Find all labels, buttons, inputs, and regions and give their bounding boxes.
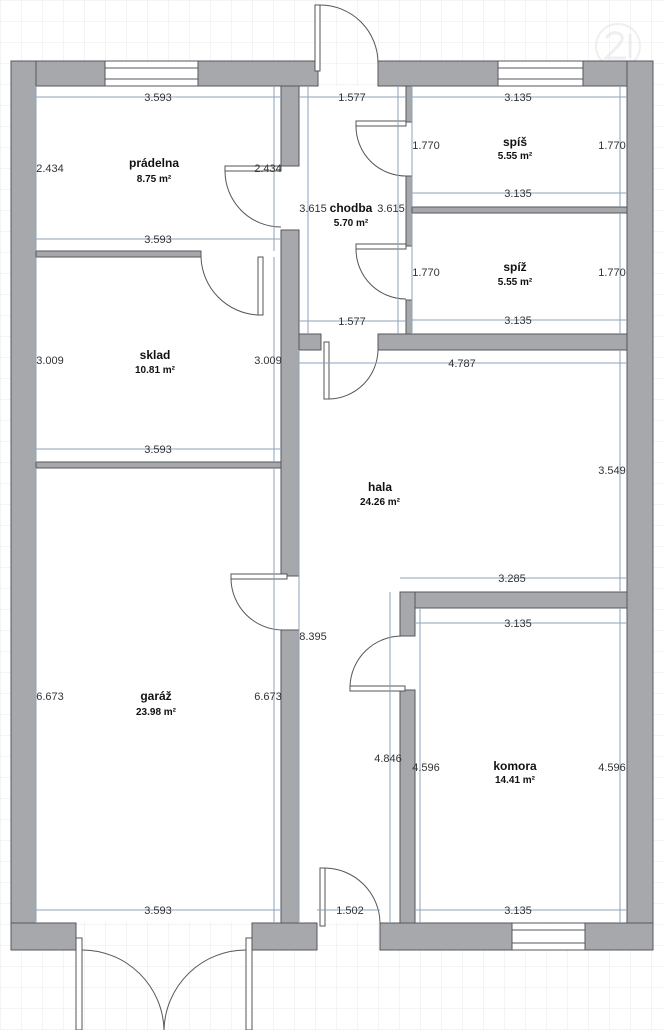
room-name-spiz: spíž [503, 260, 527, 274]
room-name-pradelna: prádelna [128, 156, 180, 170]
dim-komora-left: 4.596 [412, 762, 440, 774]
dim-chodba-left: 3.615 [299, 203, 327, 215]
dim-sklad-bottom: 3.593 [144, 444, 172, 456]
dim-spis-top: 3.135 [504, 92, 532, 104]
dim-spis-right: 1.770 [598, 140, 626, 152]
dim-pradelna-left: 2.434 [36, 163, 64, 175]
dim-garaz-bottom: 3.593 [144, 905, 172, 917]
room-name-chodba: chodba [329, 201, 373, 215]
room-area-garaz: 23.98 m² [135, 707, 177, 718]
dim-komora-right: 4.596 [598, 762, 626, 774]
dim-spis-bottom: 3.135 [504, 188, 532, 200]
room-area-sklad: 10.81 m² [134, 365, 176, 376]
room-area-spis: 5.55 m² [497, 151, 533, 162]
dim-spiz-left: 1.770 [412, 267, 440, 279]
dim-spiz-right: 1.770 [598, 267, 626, 279]
room-area-hala: 24.26 m² [359, 497, 401, 508]
dim-sklad-left: 3.009 [36, 355, 64, 367]
dim-chodba-top: 1.577 [338, 92, 366, 104]
dim-pradelna-bottom: 3.593 [144, 234, 172, 246]
room-name-garaz: garáž [140, 689, 172, 703]
room-area-pradelna: 8.75 m² [136, 174, 172, 185]
dim-spis-left: 1.770 [412, 140, 440, 152]
dim-komora-bottom: 3.135 [504, 905, 532, 917]
dim-hala-left: 8.395 [299, 631, 327, 643]
dim-garaz-left: 6.673 [36, 691, 64, 703]
dim-hala-lower: 4.846 [374, 753, 402, 765]
dim-pradelna-right: 2.434 [254, 163, 282, 175]
dim-sklad-right: 3.009 [254, 355, 282, 367]
room-area-chodba: 5.70 m² [333, 218, 369, 229]
dim-hala-mid: 3.285 [498, 573, 526, 585]
dim-pradelna-top: 3.593 [144, 92, 172, 104]
room-name-komora: komora [493, 759, 537, 773]
dim-hala-right: 3.549 [598, 465, 626, 477]
room-name-sklad: sklad [139, 348, 171, 362]
room-area-spiz: 5.55 m² [497, 277, 533, 288]
dim-chodba-bottom: 1.577 [338, 316, 366, 328]
dim-komora-top: 3.135 [504, 618, 532, 630]
room-area-komora: 14.41 m² [494, 775, 536, 786]
room-name-spis: spíš [502, 135, 528, 149]
dim-garaz-right: 6.673 [254, 691, 282, 703]
dim-spiz-bottom: 3.135 [504, 315, 532, 327]
dim-hala-top: 4.787 [448, 358, 476, 370]
dim-entrance-bottom: 1.502 [336, 905, 364, 917]
dim-chodba-right: 3.615 [377, 203, 405, 215]
room-name-hala: hala [367, 480, 393, 494]
